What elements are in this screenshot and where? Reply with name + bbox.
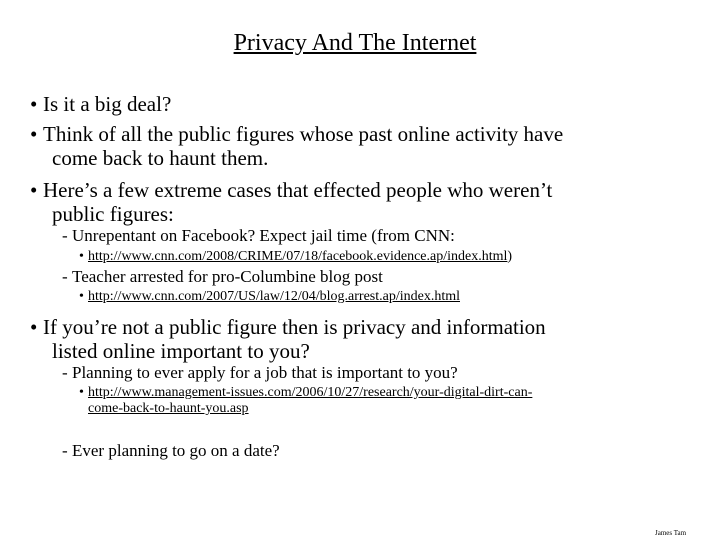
management-issues-link[interactable]: http://www.management-issues.com/2006/10/27/research/your-digital-dirt-can- — [88, 385, 533, 400]
bullet-text: If you’re not a public figure then is privacy and information — [43, 315, 546, 339]
sub-bullet-text: Ever planning to go on a date? — [72, 441, 280, 460]
cnn-blog-arrest-link[interactable]: http://www.cnn.com/2007/US/law/12/04/blog.arrest.ap/index.html — [88, 289, 460, 304]
bullet-text-continuation: come back to haunt them. — [52, 146, 269, 170]
bullet-symbol: • — [30, 178, 38, 202]
dash-symbol: - — [62, 226, 68, 245]
bullet-text-continuation: public figures: — [52, 202, 174, 226]
bullet-symbol: • — [30, 92, 38, 116]
bullet-text-continuation: listed online important to you? — [52, 339, 310, 363]
bullet-text: Think of all the public figures whose past online activity have — [43, 122, 564, 146]
dash-symbol: - — [62, 441, 68, 460]
bullet-symbol: • — [79, 249, 84, 264]
dash-symbol: - — [62, 363, 68, 382]
cnn-facebook-link[interactable]: http://www.cnn.com/2008/CRIME/07/18/facebook.evidence.ap/index.html — [88, 249, 508, 264]
dash-symbol: - — [62, 267, 68, 286]
slide-title: Privacy And The Internet — [233, 30, 477, 56]
footer-author: James Tam — [655, 529, 687, 537]
bullet-text: Is it a big deal? — [43, 92, 172, 116]
bullet-text: Here’s a few extreme cases that effected people who weren’t — [43, 178, 553, 202]
bullet-symbol: • — [79, 289, 84, 304]
bullet-symbol: • — [30, 122, 38, 146]
management-issues-link-continuation[interactable]: come-back-to-haunt-you.asp — [88, 401, 249, 416]
sub-bullet-text: Planning to ever apply for a job that is important to you? — [72, 363, 458, 382]
bullet-symbol: • — [30, 315, 38, 339]
sub-bullet-text: Teacher arrested for pro-Columbine blog post — [72, 267, 383, 286]
closing-paren: ) — [507, 249, 513, 264]
bullet-symbol: • — [79, 385, 84, 400]
sub-bullet-text: Unrepentant on Facebook? Expect jail time (from CNN: — [72, 226, 455, 245]
